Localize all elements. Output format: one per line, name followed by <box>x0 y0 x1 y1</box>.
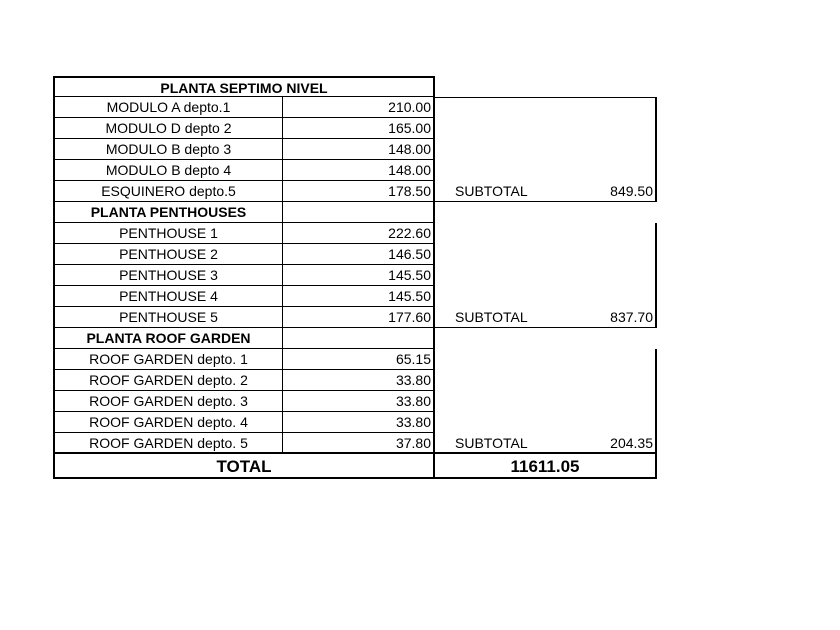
subtotal-value: 837.70 <box>555 307 657 328</box>
unit-name: PENTHOUSE 3 <box>53 265 283 286</box>
subtotal-block-edge <box>555 286 657 307</box>
unit-area: 65.15 <box>283 349 435 370</box>
unit-name: MODULO B depto 4 <box>53 160 283 181</box>
subtotal-block-edge <box>555 223 657 244</box>
unit-name: ROOF GARDEN depto. 5 <box>53 433 283 454</box>
unit-area: 33.80 <box>283 391 435 412</box>
unit-name: PENTHOUSE 4 <box>53 286 283 307</box>
subtotal-label: SUBTOTAL <box>435 433 555 454</box>
section-title-penthouses: PLANTA PENTHOUSES <box>53 202 283 223</box>
unit-name: PENTHOUSE 2 <box>53 244 283 265</box>
unit-name: PENTHOUSE 5 <box>53 307 283 328</box>
unit-area: 222.60 <box>283 223 435 244</box>
unit-name: PENTHOUSE 1 <box>53 223 283 244</box>
unit-name: MODULO B depto 3 <box>53 139 283 160</box>
unit-name: ROOF GARDEN depto. 1 <box>53 349 283 370</box>
unit-name: ROOF GARDEN depto. 2 <box>53 370 283 391</box>
section-title-roof-garden: PLANTA ROOF GARDEN <box>53 328 283 349</box>
total-label: TOTAL <box>53 454 435 479</box>
unit-area: 148.00 <box>283 160 435 181</box>
unit-area: 210.00 <box>283 97 435 118</box>
total-value: 11611.05 <box>435 454 657 479</box>
unit-name: MODULO A depto.1 <box>53 97 283 118</box>
subtotal-block-edge <box>555 160 657 181</box>
unit-name: ESQUINERO depto.5 <box>53 181 283 202</box>
subtotal-block-edge <box>555 391 657 412</box>
subtotal-block-edge <box>555 139 657 160</box>
subtotal-block-edge <box>555 97 657 118</box>
subtotal-block-edge <box>555 370 657 391</box>
subtotal-block-edge <box>555 118 657 139</box>
subtotal-block-edge <box>555 265 657 286</box>
subtotal-label: SUBTOTAL <box>435 307 555 328</box>
unit-name: MODULO D depto 2 <box>53 118 283 139</box>
subtotal-label: SUBTOTAL <box>435 181 555 202</box>
empty-cell <box>283 202 435 223</box>
unit-area: 145.50 <box>283 286 435 307</box>
unit-name: ROOF GARDEN depto. 4 <box>53 412 283 433</box>
unit-area: 146.50 <box>283 244 435 265</box>
empty-cell <box>283 328 435 349</box>
unit-area: 33.80 <box>283 412 435 433</box>
unit-area: 37.80 <box>283 433 435 454</box>
subtotal-value: 204.35 <box>555 433 657 454</box>
section-title-septimo: PLANTA SEPTIMO NIVEL <box>53 76 435 97</box>
subtotal-block-edge <box>555 412 657 433</box>
unit-area: 145.50 <box>283 265 435 286</box>
unit-area: 178.50 <box>283 181 435 202</box>
unit-area: 148.00 <box>283 139 435 160</box>
unit-area: 33.80 <box>283 370 435 391</box>
unit-name: ROOF GARDEN depto. 3 <box>53 391 283 412</box>
subtotal-value: 849.50 <box>555 181 657 202</box>
unit-area: 165.00 <box>283 118 435 139</box>
subtotal-block-edge <box>555 244 657 265</box>
subtotal-block-edge <box>555 349 657 370</box>
unit-area: 177.60 <box>283 307 435 328</box>
